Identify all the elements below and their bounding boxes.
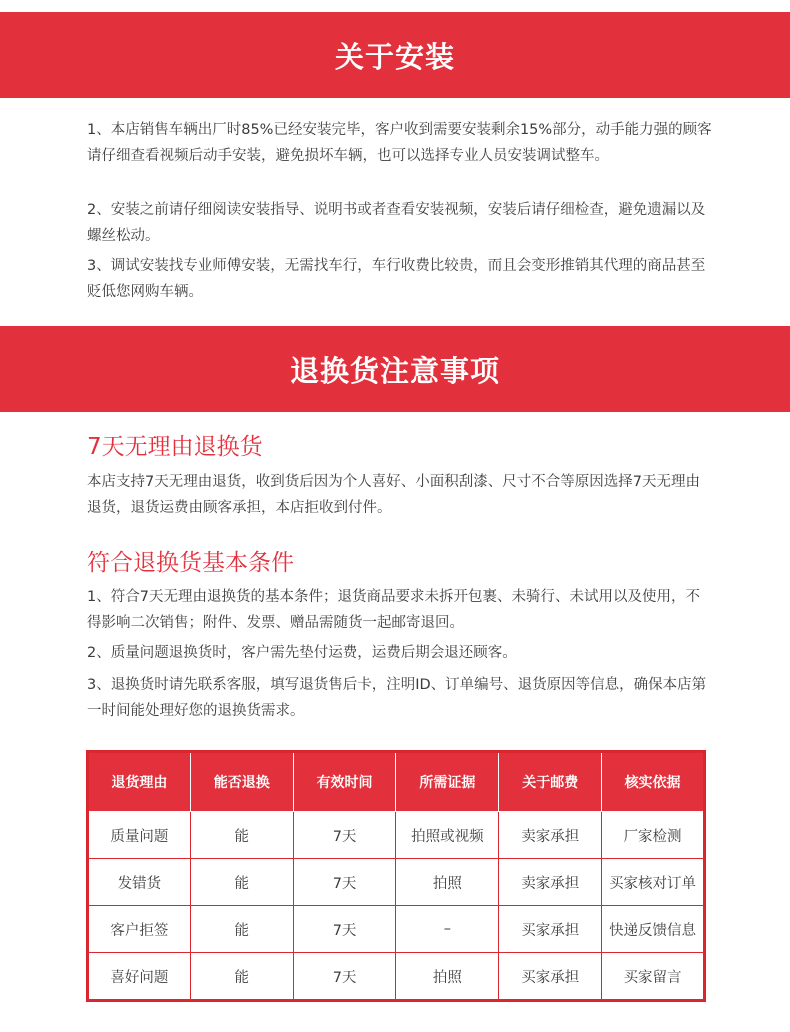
seven-day-heading: 7天无理由退换货 — [87, 434, 263, 460]
header-valid-time: 有效时间 — [293, 752, 396, 812]
table-cell: 7天 — [293, 906, 396, 953]
table-cell: 卖家承担 — [499, 812, 602, 859]
table-cell: 买家留言 — [602, 953, 705, 1001]
header-reason: 退货理由 — [88, 752, 191, 812]
header-returnable: 能否退换 — [190, 752, 293, 812]
condition-item-1: 1、符合7天无理由退换货的基本条件；退货商品要求未拆开包裹、未骑行、未试用以及使用，不得影响二次销售；附件、发票、赠品需随货一起邮寄退回。 — [87, 589, 700, 631]
table-cell: 买家承担 — [499, 953, 602, 1001]
install-item-3: 3、调试安装找专业师傅安装，无需找车行，车行收费比较贵，而且会变形推销其代理的商品甚至贬低您网购车辆。 — [87, 258, 706, 300]
table-row — [88, 812, 705, 859]
table-cell: 7天 — [293, 953, 396, 1001]
table-cell: 拍照或视频 — [396, 812, 499, 859]
condition-item-3: 3、退换货时请先联系客服，填写退货售后卡，注明ID、订单编号、退货原因等信息，确保本店第一时间能处理好您的退换货需求。 — [87, 677, 707, 719]
returns-table — [86, 750, 706, 1002]
table-row — [88, 906, 705, 953]
table-cell: 能 — [190, 812, 293, 859]
conditions-heading: 符合退换货基本条件 — [87, 550, 294, 576]
install-banner — [0, 12, 790, 98]
table-cell: – — [396, 906, 499, 953]
table-cell: 快递反馈信息 — [602, 906, 705, 953]
table-cell: 拍照 — [396, 953, 499, 1001]
returns-banner — [0, 326, 790, 412]
table-row — [88, 953, 705, 1001]
table-cell: 卖家承担 — [499, 859, 602, 906]
table-cell: 7天 — [293, 812, 396, 859]
table-cell: 买家核对订单 — [602, 859, 705, 906]
table-cell: 质量问题 — [88, 812, 191, 859]
seven-day-text: 本店支持7天无理由退货，收到货后因为个人喜好、小面积刮漆、尺寸不合等原因选择7天无理由退货，退货运费由顾客承担，本店拒收到付件。 — [87, 474, 700, 516]
table-cell: 发错货 — [88, 859, 191, 906]
table-row — [88, 859, 705, 906]
header-shipping: 关于邮费 — [499, 752, 602, 812]
table-cell: 7天 — [293, 859, 396, 906]
install-item-2: 2、安装之前请仔细阅读安装指导、说明书或者查看安装视频，安装后请仔细检查，避免遗漏以及螺丝松动。 — [87, 202, 706, 244]
condition-item-2: 2、质量问题退换货时，客户需先垫付运费，运费后期会退还顾客。 — [87, 645, 517, 661]
table-header-row — [88, 752, 705, 812]
table-cell: 客户拒签 — [88, 906, 191, 953]
table-cell: 能 — [190, 906, 293, 953]
table-cell: 能 — [190, 953, 293, 1001]
table-cell: 厂家检测 — [602, 812, 705, 859]
header-verification: 核实依据 — [602, 752, 705, 812]
table-cell: 买家承担 — [499, 906, 602, 953]
table-cell: 能 — [190, 859, 293, 906]
table-cell: 拍照 — [396, 859, 499, 906]
table-cell: 喜好问题 — [88, 953, 191, 1001]
install-item-1: 1、本店销售车辆出厂时85%已经安装完毕，客户收到需要安装剩余15%部分，动手能力强的顾客请仔细查看视频后动手安装，避免损坏车辆，也可以选择专业人员安装调试整车。 — [87, 122, 712, 164]
header-evidence: 所需证据 — [396, 752, 499, 812]
install-title: 关于安装 — [334, 39, 455, 74]
returns-title: 退换货注意事项 — [289, 353, 500, 388]
